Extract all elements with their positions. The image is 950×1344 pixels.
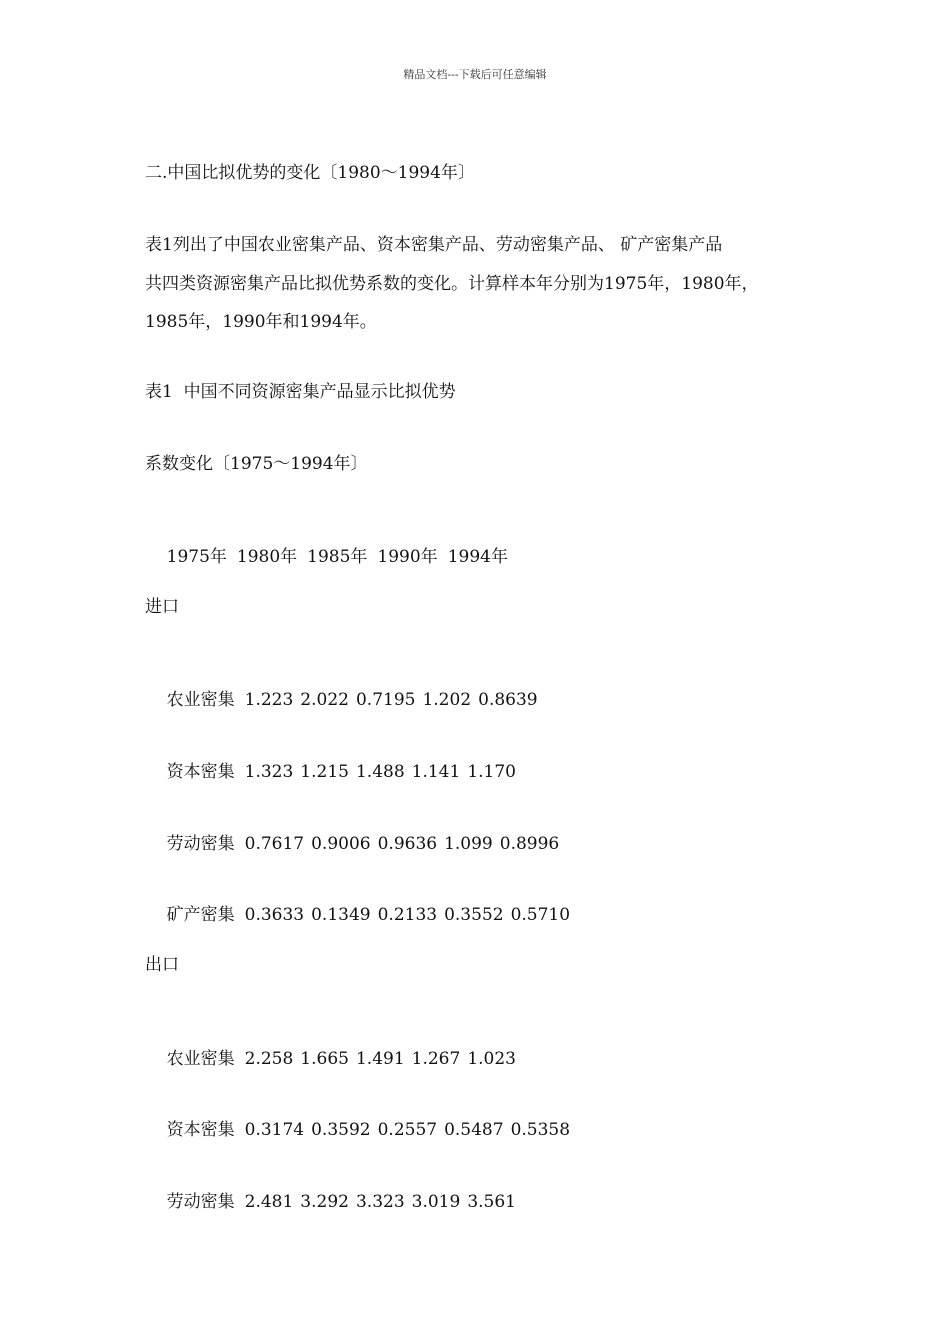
value-cell: 0.7617 bbox=[244, 834, 305, 854]
row-label: 农业密集 bbox=[166, 690, 235, 710]
export-section-label: 出口 bbox=[145, 955, 179, 975]
paragraph-line-2: 共四类资源密集产品比拟优势系数的变化。计算样本年分别为1975年，1980年， bbox=[145, 274, 759, 294]
row-label: 资本密集 bbox=[166, 762, 235, 782]
year-cell: 1994年 bbox=[447, 547, 508, 567]
value-cell: 0.8639 bbox=[478, 690, 538, 710]
value-cell: 0.3174 bbox=[244, 1120, 305, 1140]
value-cell: 2.481 bbox=[244, 1192, 294, 1212]
table-row bbox=[145, 1097, 577, 1163]
value-cell: 1.170 bbox=[467, 762, 516, 782]
value-cell: 3.323 bbox=[355, 1192, 405, 1212]
table-title-line-1: 表1 中国不同资源密集产品显示比拟优势 bbox=[145, 382, 456, 402]
value-cell: 1.099 bbox=[444, 834, 493, 854]
value-cell: 2.022 bbox=[300, 690, 349, 710]
value-cell: 1.223 bbox=[244, 690, 294, 710]
value-cell: 0.9636 bbox=[377, 834, 438, 854]
value-cell: 3.019 bbox=[411, 1192, 461, 1212]
value-cell: 0.8996 bbox=[499, 834, 560, 854]
table-row bbox=[145, 1169, 523, 1235]
value-cell: 0.2133 bbox=[377, 905, 438, 925]
value-cell: 0.1349 bbox=[311, 905, 371, 925]
value-cell: 1.267 bbox=[411, 1049, 461, 1069]
value-cell: 1.202 bbox=[422, 690, 472, 710]
paragraph-line-3: 1985年，1990年和1994年。 bbox=[145, 312, 377, 332]
value-cell: 1.215 bbox=[300, 762, 349, 782]
year-cell: 1985年 bbox=[307, 547, 368, 567]
row-label: 矿产密集 bbox=[166, 905, 235, 925]
year-cell: 1990年 bbox=[377, 547, 438, 567]
year-cell: 1980年 bbox=[236, 547, 298, 567]
table-row bbox=[145, 882, 577, 948]
import-section-label: 进口 bbox=[145, 597, 179, 617]
page-header: 精品文档---下载后可任意编辑 bbox=[403, 68, 547, 81]
year-header-row bbox=[145, 524, 518, 590]
year-cell: 1975年 bbox=[166, 547, 227, 567]
value-cell: 0.3552 bbox=[444, 905, 504, 925]
value-cell: 0.3633 bbox=[244, 905, 305, 925]
row-label: 劳动密集 bbox=[166, 834, 235, 854]
row-label: 农业密集 bbox=[166, 1049, 235, 1069]
value-cell: 1.491 bbox=[355, 1049, 405, 1069]
value-cell: 0.2557 bbox=[377, 1120, 438, 1140]
value-cell: 2.258 bbox=[244, 1049, 294, 1069]
paragraph-line-1: 表1列出了中国农业密集产品、资本密集产品、劳动密集产品、 矿产密集产品 bbox=[145, 235, 723, 255]
value-cell: 0.5710 bbox=[510, 905, 571, 925]
value-cell: 0.5358 bbox=[510, 1120, 571, 1140]
value-cell: 0.7195 bbox=[355, 690, 416, 710]
row-label: 劳动密集 bbox=[166, 1192, 235, 1212]
table-row bbox=[145, 811, 566, 877]
value-cell: 3.292 bbox=[300, 1192, 349, 1212]
value-cell: 1.488 bbox=[355, 762, 405, 782]
section-heading: 二.中国比拟优势的变化〔1980～1994年〕 bbox=[145, 163, 475, 183]
value-cell: 0.9006 bbox=[311, 834, 371, 854]
value-cell: 1.141 bbox=[411, 762, 461, 782]
value-cell: 0.3592 bbox=[311, 1120, 371, 1140]
value-cell: 0.5487 bbox=[444, 1120, 504, 1140]
table-row bbox=[145, 667, 545, 733]
value-cell: 1.023 bbox=[467, 1049, 516, 1069]
value-cell: 1.323 bbox=[244, 762, 294, 782]
row-label: 资本密集 bbox=[166, 1120, 235, 1140]
table-row bbox=[145, 739, 523, 805]
table-row bbox=[145, 1026, 523, 1092]
table-title-line-2: 系数变化〔1975～1994年〕 bbox=[145, 454, 368, 474]
value-cell: 1.665 bbox=[300, 1049, 349, 1069]
value-cell: 3.561 bbox=[467, 1192, 516, 1212]
